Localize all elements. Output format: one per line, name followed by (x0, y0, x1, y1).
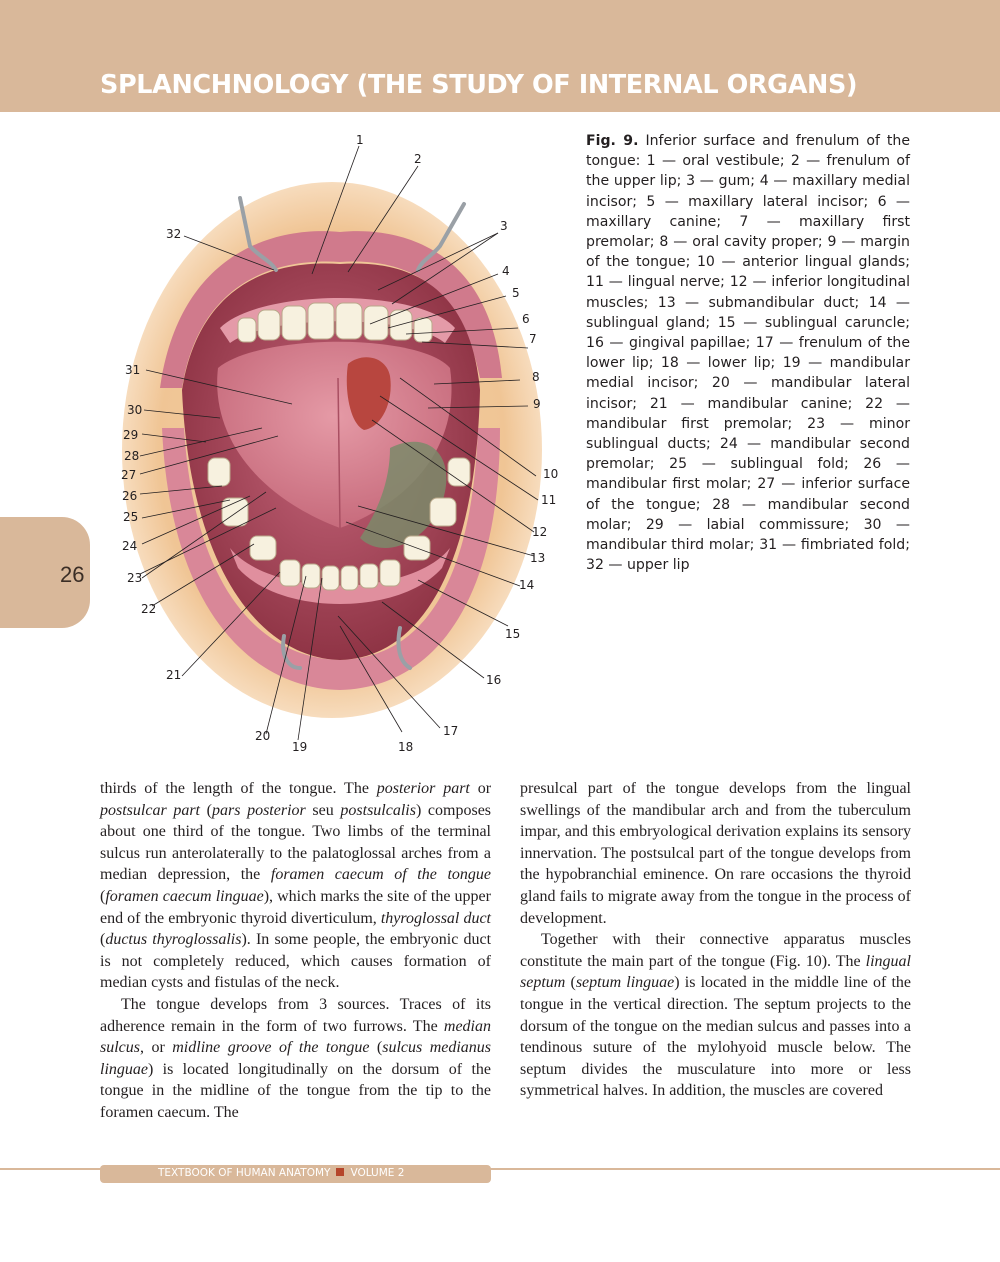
footer-volume: VOLUME 2 (350, 1167, 405, 1179)
figure-label-17: 17 (443, 724, 459, 738)
figure-label-9: 9 (533, 397, 541, 411)
figure-label-21: 21 (166, 668, 182, 682)
text-run: , or (140, 1039, 173, 1057)
figure-label-5: 5 (512, 286, 520, 300)
figure-label-25: 25 (123, 510, 139, 524)
paragraph (520, 929, 911, 1102)
figure-label-32: 32 (166, 227, 182, 241)
figure-label-2: 2 (414, 152, 422, 166)
term: ductus thyroglossalis (105, 931, 242, 949)
text-run: ), which marks the site of the upper end of the embryonic thyroid diverticulum, (100, 887, 491, 927)
figure-label-18: 18 (398, 740, 414, 754)
figure-label-14: 14 (519, 578, 535, 592)
text-run: ( (369, 1039, 383, 1057)
paragraph (100, 994, 491, 1124)
term: sulcus medianus linguae (100, 1039, 492, 1078)
text-run: thirds of the length of the tongue. The (100, 780, 377, 797)
text-run: or (469, 780, 492, 797)
term: foramen caecum of the tongue (270, 866, 491, 884)
term: thyroglossal duct (380, 909, 491, 927)
text-run: ( (100, 931, 106, 949)
paragraph: presulcal part of the tongue develops from the lingual swellings of the mandibular arch and from the tuberculum impar, and this embryological derivation explains its sensory innervation. The postsulcal part of the tongue develops from the hypobranchial eminence. On rare occasions the thyroid gland fails to migrate away from the tongue in the process of development. (520, 780, 911, 927)
figure-label-27: 27 (121, 468, 137, 482)
figure-label-22: 22 (141, 602, 157, 616)
figure-label-12: 12 (532, 525, 548, 539)
text-run: ) is located in the middle line of the tongue in the vertical direction. The septum projects to the dorsum of the tongue on the median sulcus and passes into a tendinous suture of the mylohyoid muscle below. The septum divides the musculature into more or less symmetrical halves. In addition, the muscles are covered (520, 974, 912, 1100)
figure-label-1: 1 (356, 133, 364, 147)
body-column-left (100, 778, 491, 1124)
figure-label-19: 19 (292, 740, 308, 754)
square-separator-icon (336, 1168, 344, 1176)
body-column-right (520, 778, 911, 1102)
text-run: seu (305, 801, 341, 819)
figure-label-10: 10 (543, 467, 559, 481)
text-run: Together with their connective apparatus muscles constitute the main part of the tongue (Fig. 10). The (520, 931, 911, 970)
text-run: ) composes about one third of the tongue. Two limbs of the terminal sulcus run anterolaterally to the palatoglossal arches from a median depression, the (100, 801, 492, 884)
figure-label-3: 3 (500, 219, 508, 233)
figure-label-6: 6 (522, 312, 530, 326)
figure-label-7: 7 (529, 332, 537, 346)
figure-caption (586, 131, 910, 575)
figure-label-15: 15 (505, 627, 521, 641)
text-run: ) is located longitudinally on the dorsum of the tongue in the midline of the tongue from the tip to the foramen caecum. The (100, 1060, 491, 1121)
figure-label-24: 24 (122, 539, 138, 553)
figure-label-31: 31 (125, 363, 141, 377)
term: midline groove of the tongue (172, 1039, 370, 1057)
figure-label-8: 8 (532, 370, 540, 384)
figure-label-26: 26 (122, 489, 138, 503)
figure-label-30: 30 (127, 403, 143, 417)
term: pars posterior (211, 801, 306, 819)
term: septum linguae (575, 974, 675, 992)
anatomy-figure (100, 128, 570, 760)
text-run: The tongue develops from 3 sources. Traces of its adherence remain in the form of two furrows. The (100, 995, 491, 1035)
term: median sulcus (100, 1017, 491, 1057)
figure-caption-label: Fig. 9. (586, 133, 639, 149)
term: postsulcalis (340, 801, 416, 819)
figure-label-20: 20 (255, 729, 271, 743)
text-run: ( (200, 801, 212, 819)
term: lingual septum (520, 952, 911, 992)
term: postsulcar part (100, 801, 200, 819)
figure-label-29: 29 (123, 428, 139, 442)
text-run: ( (100, 887, 106, 905)
figure-label-13: 13 (530, 551, 546, 565)
text-run: ). In some people, the embryonic duct is not completely reduced, which causes formation of median cysts and fistulas of the neck. (100, 931, 492, 992)
footer-text (158, 1167, 404, 1179)
chapter-title: SPLANCHNOLOGY (THE STUDY OF INTERNAL ORGANS) (100, 70, 858, 100)
figure-label-23: 23 (127, 571, 143, 585)
text-run: ( (565, 974, 576, 992)
term: foramen caecum linguae (105, 887, 264, 905)
figure-label-28: 28 (124, 449, 140, 463)
figure-caption-text: Inferior surface and frenulum of the tongue: 1 — oral vestibule; 2 — frenulum of the upper lip; 3 — gum; 4 — maxillary medial incisor; 5 — maxillary lateral incisor; 6 — maxillary canine; 7 — maxillary first premolar; 8 — oral cavity proper; 9 — margin of the tongue; 10 — anterior lingual glands; 11 — lingual nerve; 12 — inferior longitudinal muscles; 13 — submandibular duct; 14 — sublingual gland; 15 — sublingual caruncle; 16 — gingival papillae; 17 — frenulum of the lower lip; 18 — lower lip; 19 — mandibular medial incisor; 20 — mandibular lateral incisor; 21 — mandibular canine; 22 — mandibular first premolar; 23 — minor sublingual ducts; 24 — mandibular second premolar; 25 — sublingual fold; 26 — mandibular first molar; 27 — inferior surface of the tongue; 28 — mandibular second molar; 29 — labial commissure; 30 — mandibular third molar; 31 — fimbriated fold; 32 — upper lip (586, 133, 910, 574)
footer-book-title: TEXTBOOK OF HUMAN ANATOMY (158, 1167, 331, 1179)
page-number: 26 (60, 562, 85, 587)
figure-label-16: 16 (486, 673, 502, 687)
figure-label-11: 11 (541, 493, 557, 507)
figure-label-4: 4 (502, 264, 510, 278)
term: posterior part (376, 780, 470, 797)
paragraph (100, 778, 491, 994)
